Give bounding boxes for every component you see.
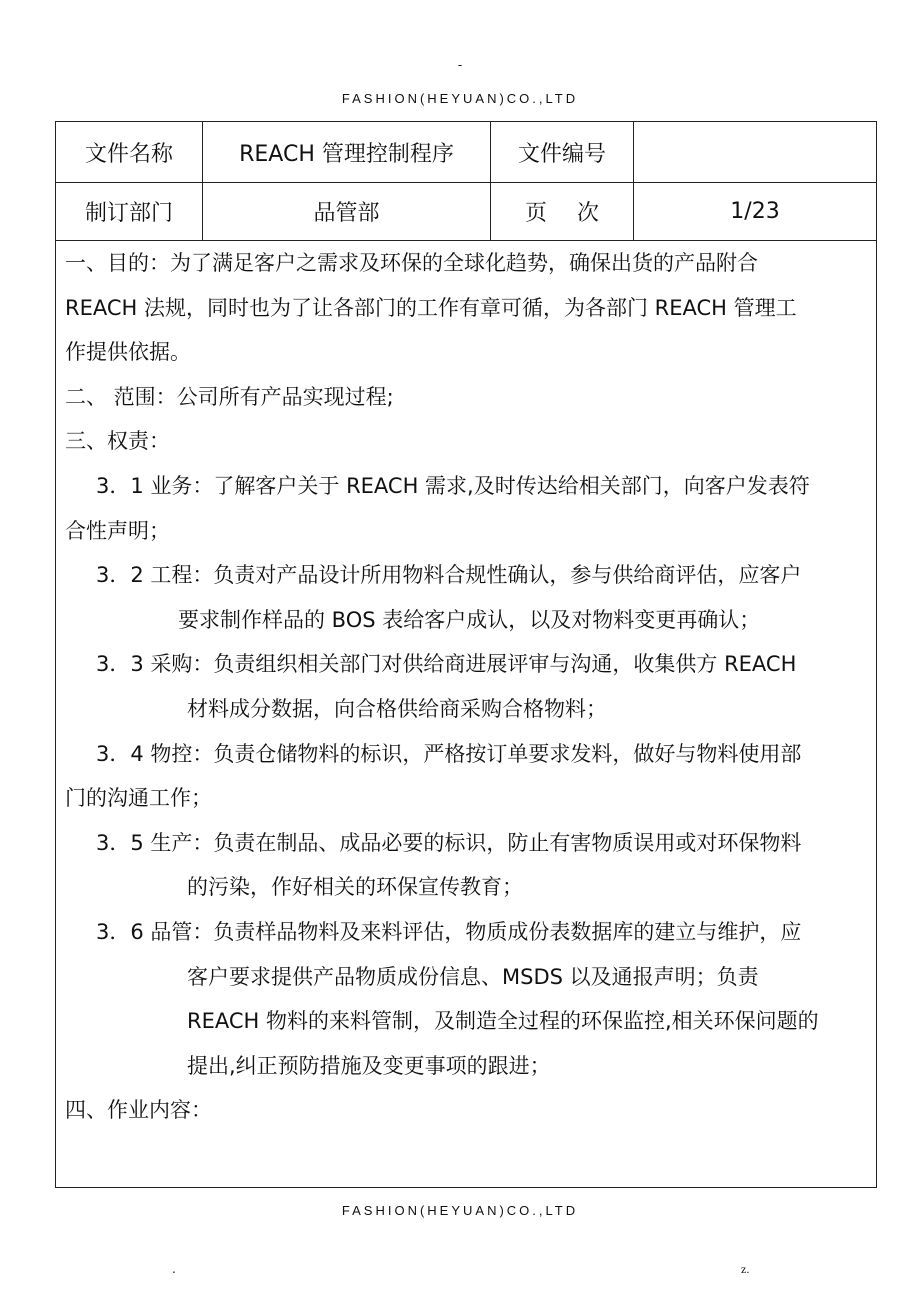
duty-material-control-line-1: 3．4 物控：负责仓储物料的标识，严格按订单要求发料，做好与物料使用部	[96, 741, 802, 766]
duty-title: 三、权责：	[65, 429, 170, 454]
file-number-value	[633, 122, 876, 182]
footer-company-name: FASHION(HEYUAN)CO.,LTD	[341, 1203, 579, 1218]
work-content-title: 四、作业内容：	[65, 1098, 212, 1123]
purpose-line-1: 一、目的：为了满足客户之需求及环保的全球化趋势，确保出货的产品附合	[65, 251, 758, 275]
duty-material-control-line-2: 门的沟通工作；	[65, 786, 212, 811]
department-label: 制订部门	[84, 201, 173, 226]
file-name-value: REACH 管理控制程序	[202, 122, 490, 182]
duty-quality-line-2: 客户要求提供产品物质成份信息、MSDS 以及通报声明；负责	[187, 964, 759, 989]
duty-production-line-2: 的污染，作好相关的环保宣传教育；	[187, 875, 523, 900]
scope-line: 二、 范围：公司所有产品实现过程;	[65, 384, 394, 409]
footer-dot-right: z.	[741, 1262, 750, 1276]
document-body	[65, 241, 875, 1133]
document-table	[55, 121, 877, 1188]
duty-production-line-1: 3．5 生产：负责在制品、成品必要的标识，防止有害物质误用或对环保物料	[96, 830, 802, 855]
duty-engineering-line-2: 要求制作样品的 BOS 表给客户成认，以及对物料变更再确认；	[178, 607, 761, 632]
table-row-dept-info	[56, 183, 876, 241]
duty-engineering-line-1: 3．2 工程：负责对产品设计所用物料合规性确认，参与供给商评估，应客户	[96, 563, 802, 588]
file-number-label: 文件编号	[490, 122, 633, 182]
duty-purchasing-line-1: 3．3 采购：负责组织相关部门对供给商进展评审与沟通，收集供方 REACH	[96, 652, 797, 677]
duty-sales-line-2: 合性声明；	[65, 518, 170, 543]
purpose-line-3: 作提供依据。	[65, 340, 191, 365]
duty-quality-line-3: REACH 物料的来料管制，及制造全过程的环保监控,相关环保问题的	[187, 1009, 819, 1034]
table-row-file-info	[56, 122, 876, 183]
duty-purchasing-line-2: 材料成分数据，向合格供给商采购合格物料；	[187, 696, 607, 721]
header-dash: -	[457, 58, 463, 72]
department-value: 品管部	[202, 183, 490, 240]
header-company-name: FASHION(HEYUAN)CO.,LTD	[341, 91, 579, 106]
purpose-line-2: REACH 法规，同时也为了让各部门的工作有章可循，为各部门 REACH 管理工	[65, 295, 797, 320]
duty-sales-line-1: 3．1 业务：了解客户关于 REACH 需求,及时传达给相关部门，向客户发表符	[96, 473, 810, 498]
page-label	[490, 183, 633, 240]
footer-dot-left: .	[172, 1262, 176, 1276]
file-name-label: 文件名称	[84, 141, 173, 167]
duty-quality-line-1: 3．6 品管：负责样品物料及来料评估，物质成份表数据库的建立与维护，应	[96, 919, 802, 944]
page-value: 1/23	[633, 183, 876, 240]
duty-quality-line-4: 提出,纠正预防措施及变更事项的跟进；	[187, 1053, 551, 1078]
page-label-text: 页次	[524, 201, 629, 226]
